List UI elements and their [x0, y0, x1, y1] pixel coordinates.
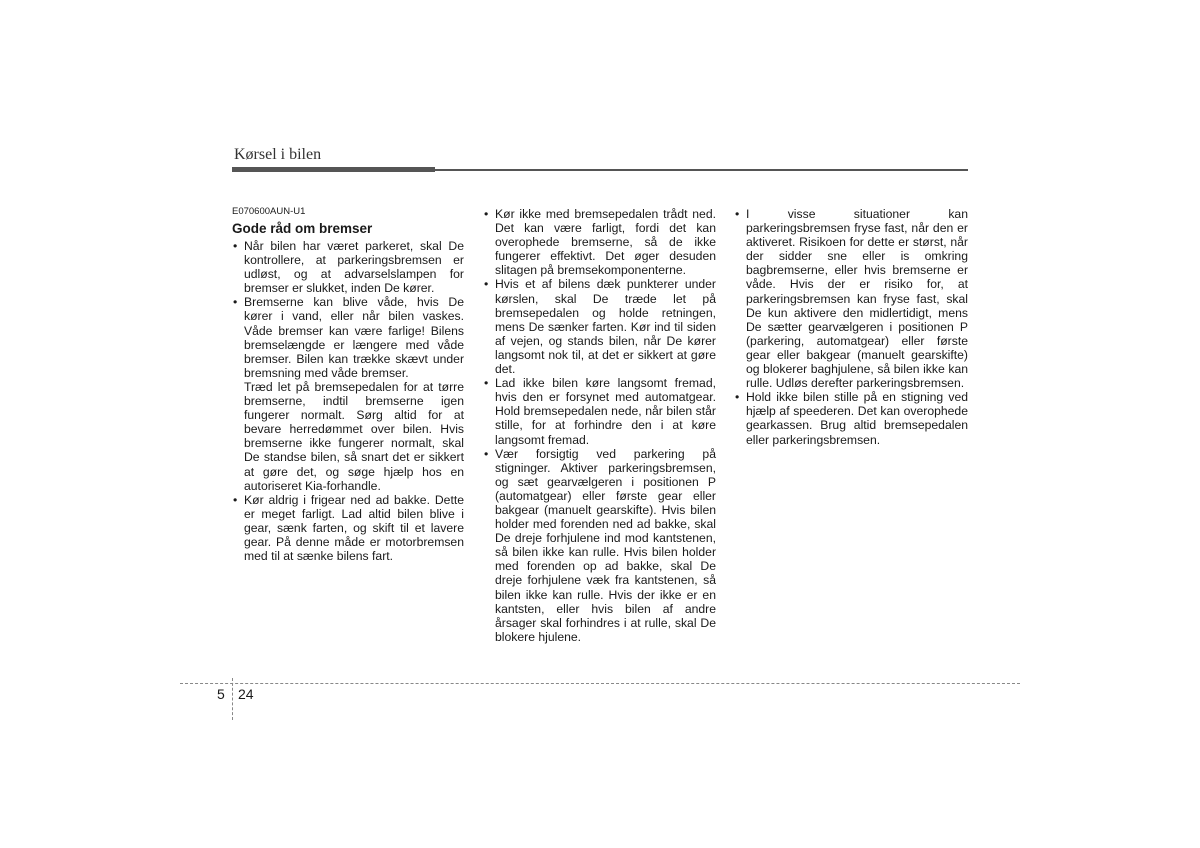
bullet-item [483, 277, 716, 376]
section-title: Kørsel i bilen [234, 146, 322, 163]
bullet-item [232, 239, 464, 295]
bullet-text: Når bilen har været parkeret, skal De kontrollere, at parkeringsbremsen er udløst, og at advarselslampen for bremser er slukket, inden De kører. [244, 239, 464, 296]
text-column-2 [483, 207, 716, 644]
footer-divider [180, 683, 1020, 684]
bullet-text: Hvis et af bilens dæk punkterer under kørslen, skal De træde let på bremsepedalen og holde retningen, mens De sænker farten. Kør ind til siden af vejen, og stands bilen, når De kører langsomt nok til, at det er sikkert at gøre det. [495, 277, 716, 377]
section-code: E070600AUN-U1 [232, 206, 306, 217]
page-number: 24 [238, 686, 254, 702]
bullet-text: I visse situationer kan parkeringsbremsen fryse fast, når den er aktiveret. Risikoen for dette er størst, når der sidder sne eller is omkring bagbremserne, eller hvis bremserne er våde. Hvis der er risiko for, at parkeringsbremsen kan fryse fast, skal De kun aktivere den midlertidigt, mens De sætter gearvælgeren i positionen P (parkering, automatgear) eller første gear eller bakgear (manuelt gearskifte) og blokerer baghjulene, så bilen ikke kan rulle. Udløs derefter parkeringsbremsen. [746, 207, 968, 391]
text-column-3 [734, 207, 968, 447]
bullet-item [483, 376, 716, 446]
bullet-text: Hold ikke bilen stille på en stigning ved hjælp af speederen. Det kan overophede gearkassen. Brug altid bremsepedalen eller parkeringsbremsen. [746, 390, 968, 447]
bullet-icon: • [233, 295, 238, 310]
footer-vertical-divider [232, 678, 233, 720]
bullet-text: Bremserne kan blive våde, hvis De kører i vand, eller når bilen vaskes. Våde bremser kan være farlige! Bilens bremselængde er længere med våde bremser. Bilen kan trække skævt under bremsning med våde bremser. [244, 295, 464, 380]
bullet-text: Lad ikke bilen køre langsomt fremad, hvis den er forsynet med automatgear. Hold bremsepedalen nede, når bilen står stille, for at forhindre den i at køre langsomt fremad. [495, 376, 716, 447]
chapter-number: 5 [217, 686, 225, 702]
bullet-icon: • [484, 446, 489, 461]
bullet-text: Kør aldrig i frigear ned ad bakke. Dette er meget farligt. Lad altid bilen blive i gear, sænk farten, og skift til et lavere gear. På denne måde er motorbremsen med til at sænke bilens fart. [244, 492, 464, 564]
bullet-item [232, 493, 464, 563]
bullet-icon: • [735, 207, 740, 221]
bullet-item [734, 207, 968, 390]
bullet-text: Vær forsigtig ved parkering på stigninger. Aktiver parkeringsbremsen, og sæt gearvælgeren i positionen P (automatgear) eller første gear eller bakgear (manuelt gearskifte). Hvis bilen holder med forenden ned ad bakke, skal De dreje forhjulene ind mod kantstenen, så bilen ikke kan rulle. Hvis bilen holder med forenden op ad bakke, skal De dreje forhjulene væk fra kantstenen, så bilen ikke kan rulle. Hvis der ikke er en kantsten, eller hvis bilen af andre årsager skal forhindres i at rulle, skal De blokere hjulene. [495, 446, 716, 644]
bullet-item [232, 295, 464, 380]
bullet-item [483, 207, 716, 277]
bullet-icon: • [735, 390, 740, 405]
header-rule-thick [232, 167, 435, 172]
bullet-item [483, 447, 716, 644]
text-column-1 [232, 206, 464, 563]
bullet-text: Kør ikke med bremsepedalen trådt ned. Det kan være farligt, fordi det kan overophede bremserne, så de ikke fungerer effektivt. Det øger desuden slitagen på bremsekomponenterne. [495, 207, 716, 278]
bullet-icon: • [233, 492, 238, 507]
bullet-icon: • [233, 239, 238, 253]
section-heading: Gode råd om bremser [232, 221, 373, 236]
bullet-icon: • [484, 277, 489, 292]
continuation-paragraph: Træd let på bremsepedalen for at tørre bremserne, indtil bremserne igen fungerer normalt. Sørg altid for at bevare herredømmet over bilen. Hvis bremserne ikke fungerer normalt, skal De standse bilen, så snart det er sikkert at gøre det, og søge hjælp hos en autoriseret Kia-forhandle. [244, 379, 464, 493]
header-rule-thin [435, 169, 968, 171]
bullet-icon: • [484, 207, 489, 221]
bullet-item [734, 390, 968, 446]
bullet-icon: • [484, 376, 489, 391]
